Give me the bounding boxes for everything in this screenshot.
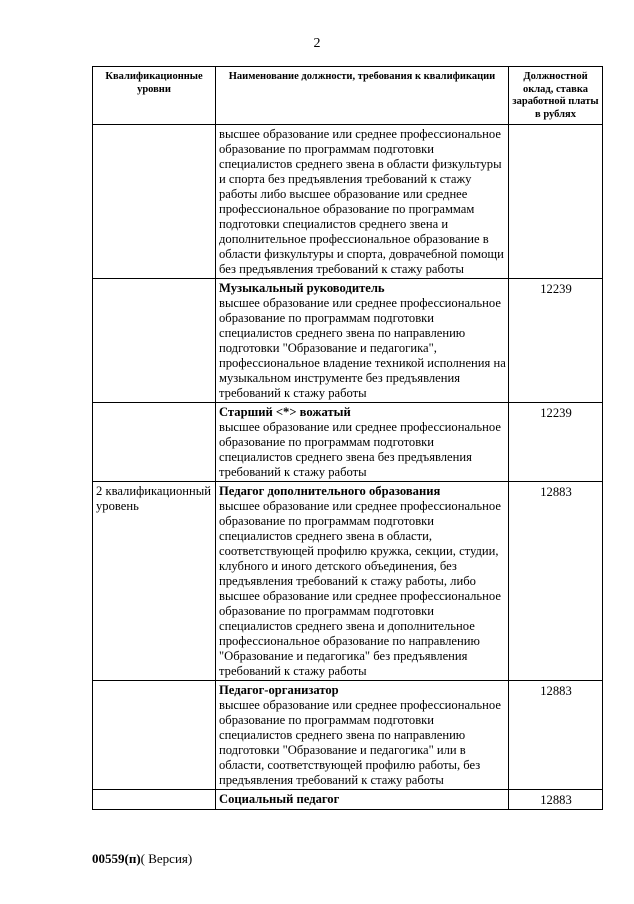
salary-cell: 12883 (509, 680, 603, 789)
level-cell (93, 279, 216, 403)
level-cell (93, 482, 216, 681)
table-header-row (93, 67, 603, 125)
position-cell (216, 403, 509, 482)
level-cell (93, 680, 216, 789)
header-levels: Квалификационные уровни (93, 67, 216, 125)
table-row (93, 279, 603, 403)
position-cell (216, 482, 509, 681)
job-title: Педагог-организатор (219, 682, 339, 697)
salary-cell: 12883 (509, 789, 603, 809)
salary-cell: 12239 (509, 403, 603, 482)
document-code-number: 00559(п) (92, 851, 141, 866)
job-requirements: высшее образование или среднее профессиональное образование по программам подготовки специалистов среднего звена по направлению подготовки "Образование и педагогика" или в области, соответствующей профилю работы, без предъявления требований к стажу работы (219, 697, 501, 787)
job-title: Педагог дополнительного образования (219, 484, 441, 499)
table-row (93, 482, 603, 681)
header-position: Наименование должности, требования к квалификации (216, 67, 509, 125)
qualification-table (92, 66, 603, 810)
job-requirements: высшее образование или среднее профессиональное образование по программам подготовки специалистов среднего звена в области, соответствующей профилю кружка, секции, студии, клубного и иного детского объединения, без предъявления требований к стажу работы, либо высшее образование или среднее профессиональное образование по программам подготовки специалистов среднего звена и дополнительное профессиональное образование по направлению "Образование и педагогика" без предъявления требований к стажу работы (219, 499, 501, 678)
table-row (93, 125, 603, 279)
level-label: 2 квалификационный уровень (96, 484, 211, 513)
position-cell (216, 279, 509, 403)
table-row (93, 403, 603, 482)
job-requirements: высшее образование или среднее профессиональное образование по программам подготовки специалистов среднего звена в области физкультуры и спорта без предъявления требований к стажу работы либо высшее образование или среднее профессиональное образование по программам подготовки специалистов среднего звена и дополнительное профессиональное образование в области физкультуры и спорта, доврачебной помощи без предъявления требований к стажу работы (219, 127, 504, 277)
table-row (93, 680, 603, 789)
page-number: 2 (313, 36, 321, 51)
job-requirements: высшее образование или среднее профессиональное образование по программам подготовки специалистов среднего звена без предъявления требований к стажу работы (219, 420, 501, 480)
job-requirements: высшее образование или среднее профессиональное образование по программам подготовки специалистов среднего звена по направлению подготовки "Образование и педагогика", профессиональное владение техникой исполнения на музыкальном инструменте без предъявления требований к стажу работы (219, 296, 506, 401)
document-code-suffix: ( Версия) (140, 851, 193, 866)
salary-cell (509, 125, 603, 279)
header-salary: Должностной оклад, ставка заработной платы в рублях (509, 67, 603, 125)
level-cell (93, 125, 216, 279)
job-title: Социальный педагог (219, 791, 340, 806)
level-cell (93, 789, 216, 809)
job-title: Музыкальный руководитель (219, 281, 385, 296)
position-cell (216, 125, 509, 279)
position-cell (216, 680, 509, 789)
position-cell (216, 789, 509, 809)
salary-cell: 12239 (509, 279, 603, 403)
salary-cell: 12883 (509, 482, 603, 681)
document-code (92, 851, 192, 867)
job-title: Старший <*> вожатый (219, 405, 351, 420)
table-row (93, 789, 603, 809)
level-cell (93, 403, 216, 482)
